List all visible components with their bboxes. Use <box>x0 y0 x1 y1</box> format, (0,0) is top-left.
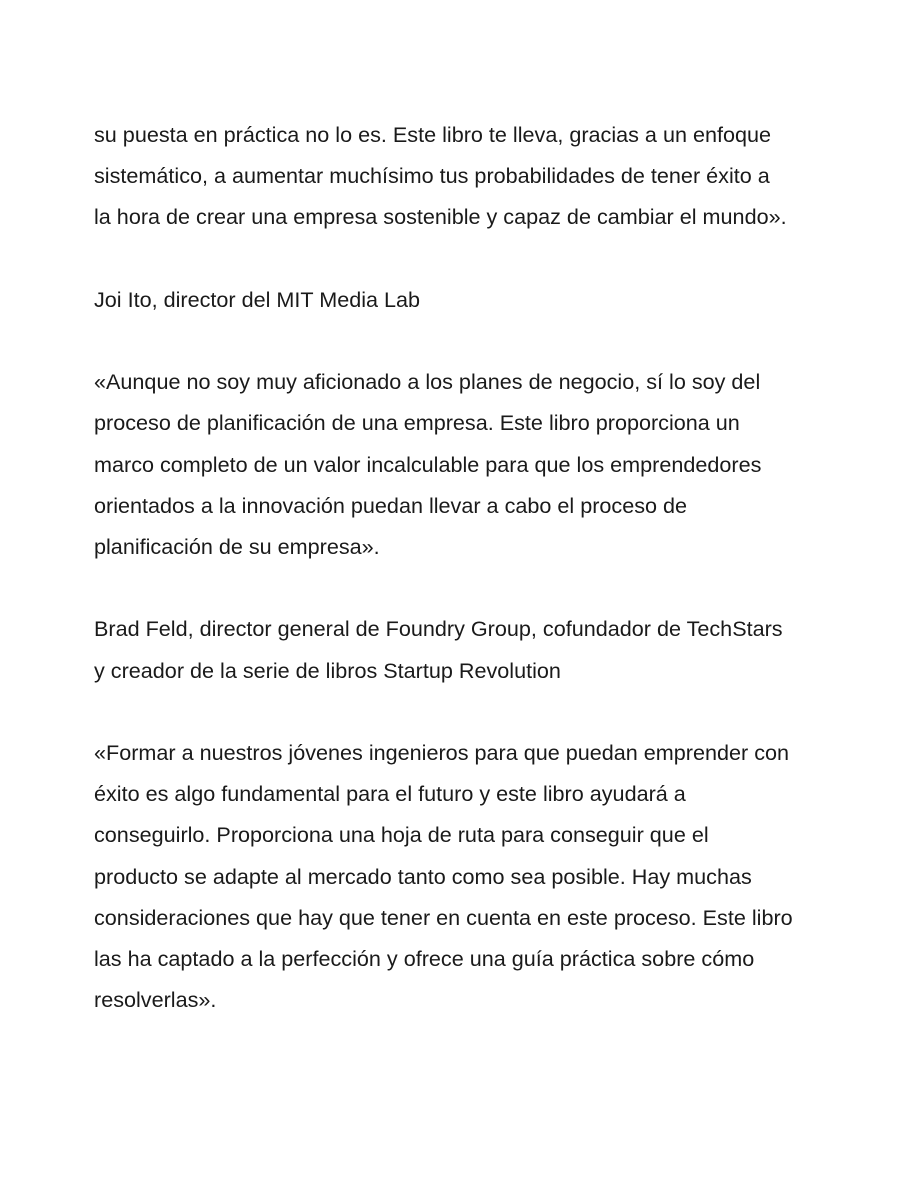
paragraph-gap <box>94 691 874 732</box>
text-line: resolverlas». <box>94 987 217 1013</box>
text-line: marco completo de un valor incalculable para que los emprendedores <box>94 451 762 477</box>
paragraph-gap <box>94 320 874 361</box>
document-page <box>94 114 874 1020</box>
text-line: producto se adapte al mercado tanto como sea posible. Hay muchas <box>94 863 752 889</box>
text-line: y creador de la serie de libros Startup Revolution <box>94 657 561 683</box>
paragraph-gap <box>94 238 874 279</box>
testimonial-attribution-2 <box>94 608 874 690</box>
text-line: proceso de planificación de una empresa. Este libro proporciona un <box>94 410 740 436</box>
text-line: éxito es algo fundamental para el futuro y este libro ayudará a <box>94 781 686 807</box>
paragraph-gap <box>94 567 874 608</box>
text-line: consideraciones que hay que tener en cuenta en este proceso. Este libro <box>94 904 793 930</box>
text-line: orientados a la innovación puedan llevar a cabo el proceso de <box>94 492 688 518</box>
text-line: Brad Feld, director general de Foundry Group, cofundador de TechStars <box>94 616 783 642</box>
text-line: sistemático, a aumentar muchísimo tus probabilidades de tener éxito a <box>94 163 770 189</box>
text-line: Joi Ito, director del MIT Media Lab <box>94 286 421 312</box>
text-line: conseguirlo. Proporciona una hoja de ruta para conseguir que el <box>94 822 709 848</box>
text-line: la hora de crear una empresa sostenible y capaz de cambiar el mundo». <box>94 204 787 230</box>
text-line: planificación de su empresa». <box>94 534 380 559</box>
testimonial-attribution-1 <box>94 279 874 320</box>
text-line: «Aunque no soy muy aficionado a los planes de negocio, sí lo soy del <box>94 369 761 395</box>
text-line: su puesta en práctica no lo es. Este libro te lleva, gracias a un enfoque <box>94 122 772 147</box>
testimonial-quote-1 <box>94 114 874 238</box>
text-line: las ha captado a la perfección y ofrece una guía práctica sobre cómo <box>94 946 755 971</box>
testimonial-quote-2 <box>94 361 874 567</box>
testimonial-quote-3 <box>94 732 874 1020</box>
text-line: «Formar a nuestros jóvenes ingenieros para que puedan emprender con <box>94 739 790 765</box>
